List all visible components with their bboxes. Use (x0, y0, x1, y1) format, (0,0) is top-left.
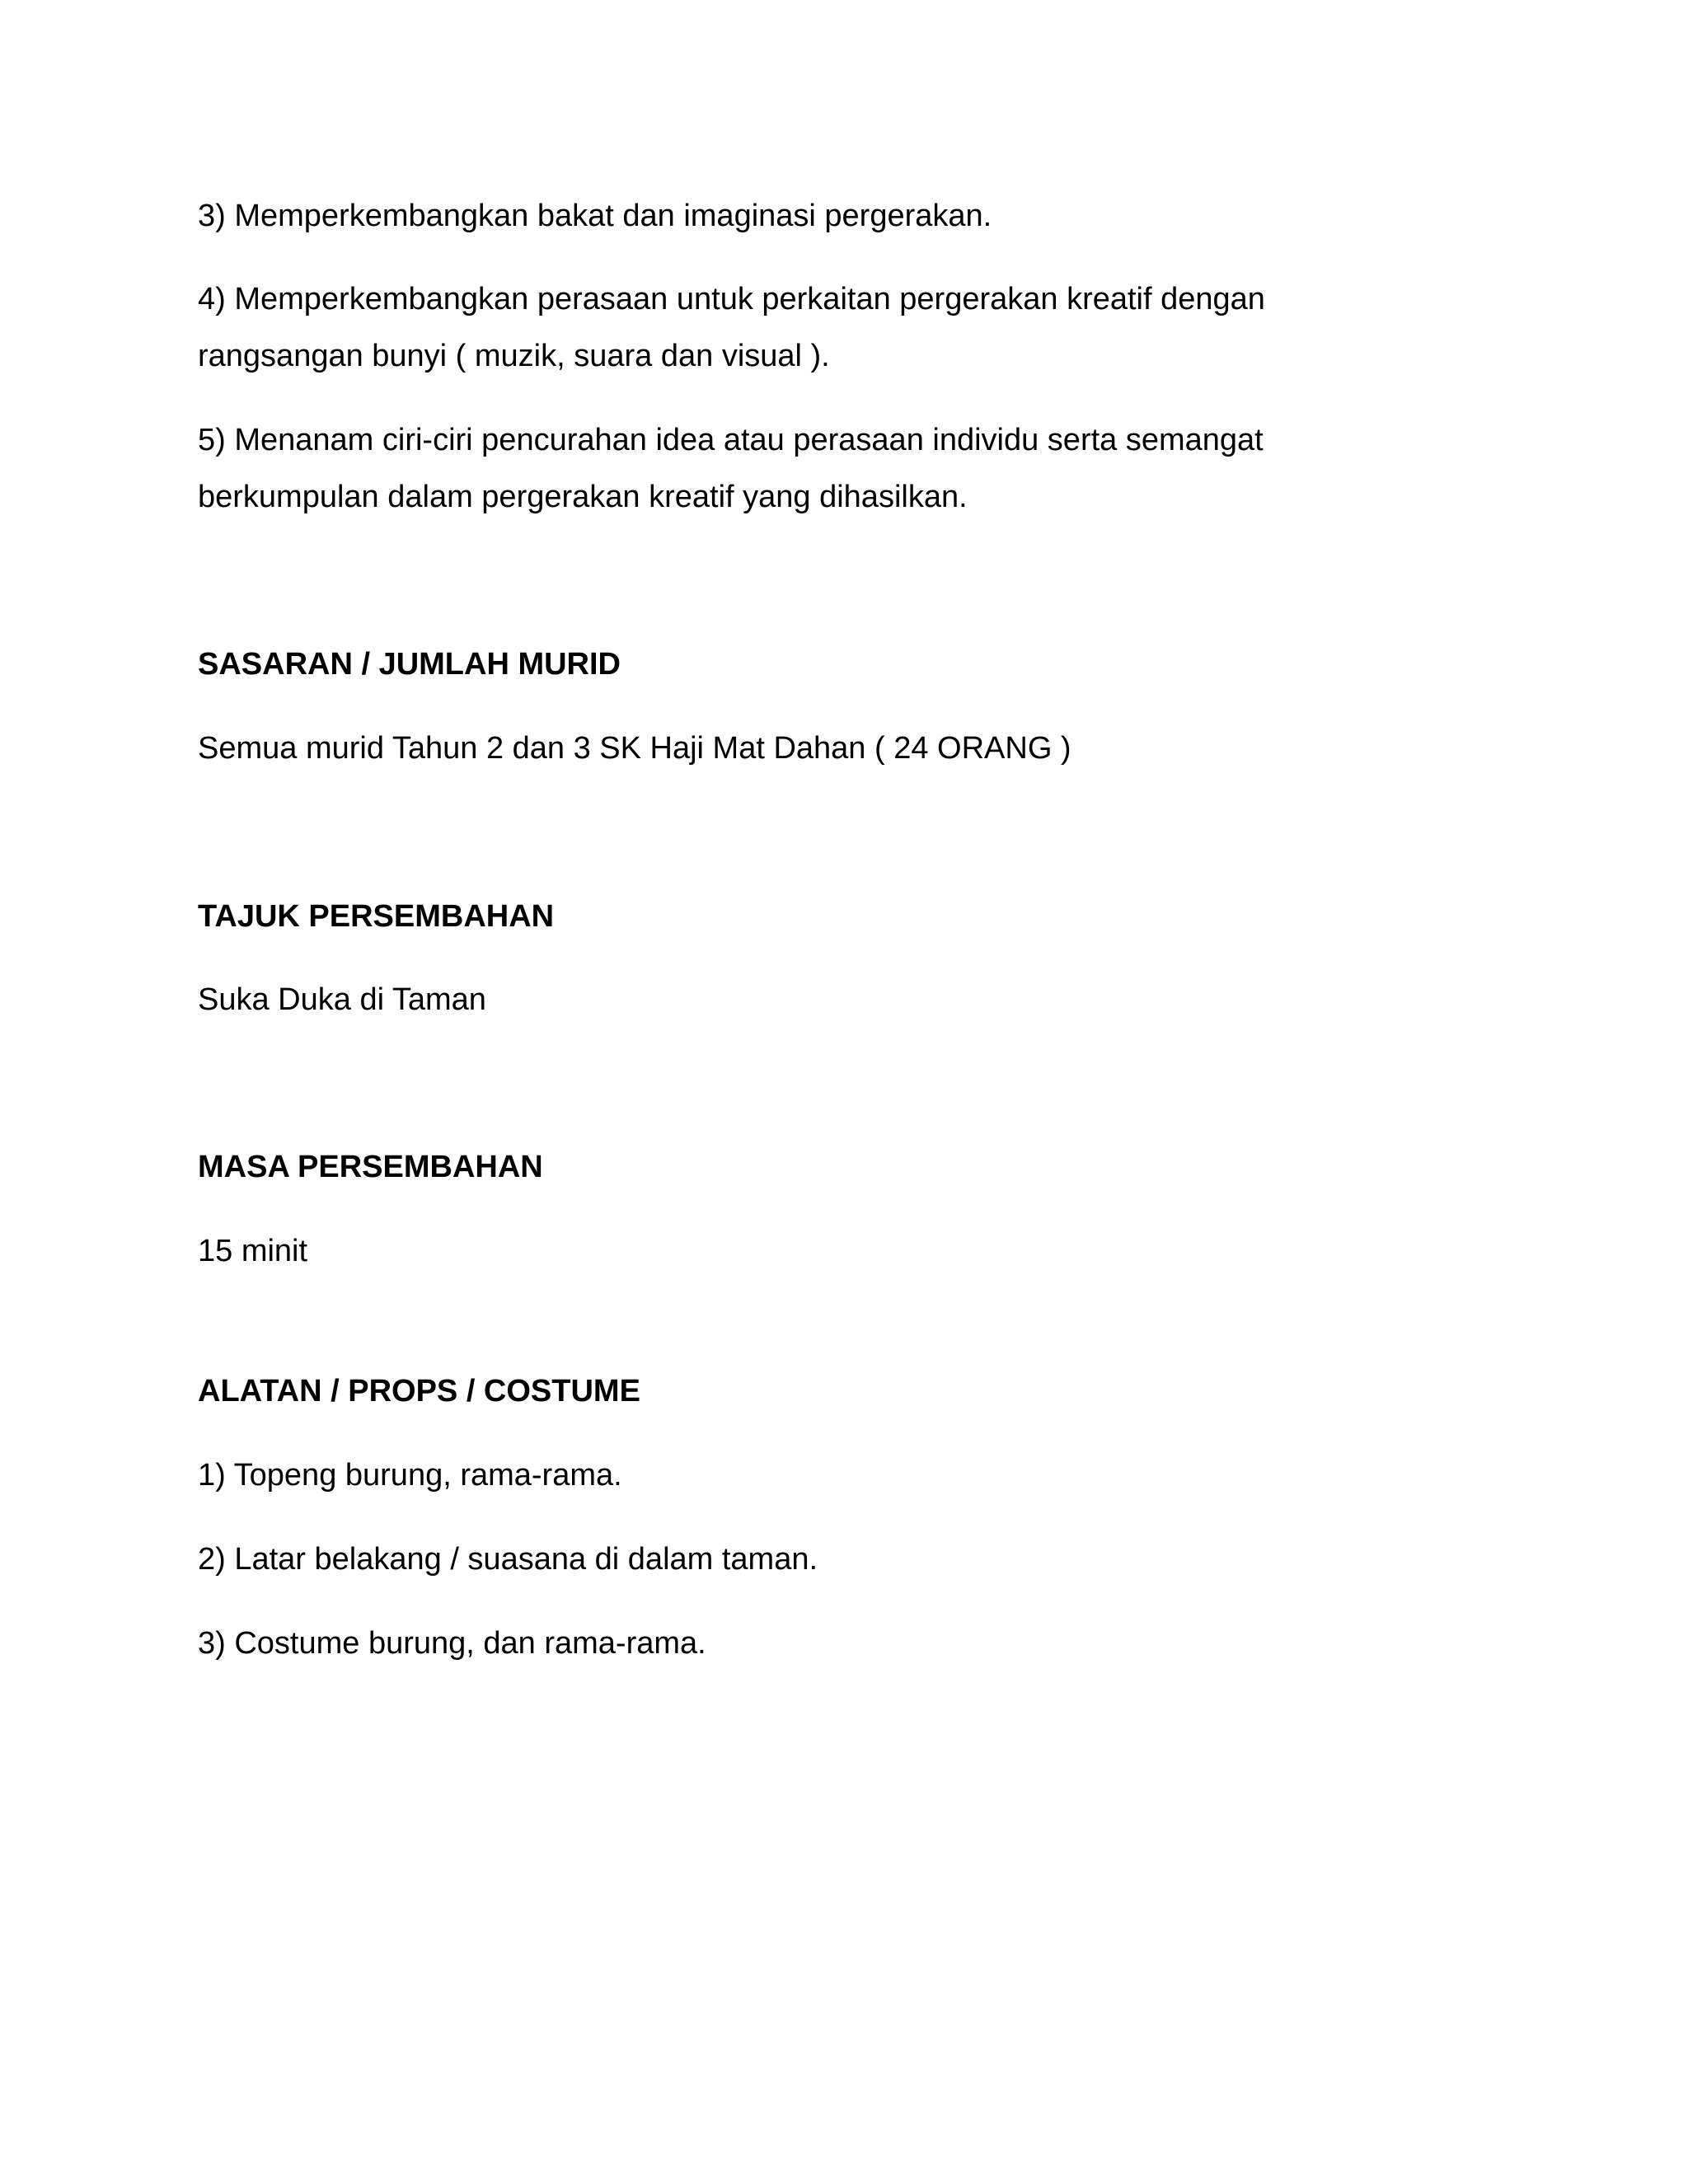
tajuk-text: Suka Duka di Taman (198, 982, 486, 1017)
tajuk-heading: TAJUK PERSEMBAHAN (198, 899, 555, 934)
objective-item-5-line-2: berkumpulan dalam pergerakan kreatif yang dihasilkan. (198, 480, 968, 514)
alatan-item: 3) Costume burung, dan rama-rama. (198, 1626, 706, 1661)
objective-item-3: 3) Memperkembangkan bakat dan imaginasi pergerakan. (198, 199, 992, 233)
sasaran-heading: SASARAN / JUMLAH MURID (198, 647, 621, 682)
objective-item-4-line-2: rangsangan bunyi ( muzik, suara dan visual ). (198, 339, 830, 373)
alatan-item: 2) Latar belakang / suasana di dalam taman. (198, 1542, 818, 1577)
alatan-heading: ALATAN / PROPS / COSTUME (198, 1374, 640, 1408)
objective-item-4-line-1: 4) Memperkembangkan perasaan untuk perkaitan pergerakan kreatif dengan (198, 282, 1265, 316)
sasaran-text: Semua murid Tahun 2 dan 3 SK Haji Mat Dahan ( 24 ORANG ) (198, 731, 1071, 766)
masa-heading: MASA PERSEMBAHAN (198, 1150, 543, 1184)
masa-text: 15 minit (198, 1234, 308, 1268)
objective-item-5-line-1: 5) Menanam ciri-ciri pencurahan idea atau perasaan individu serta semangat (198, 423, 1264, 457)
alatan-item: 1) Topeng burung, rama-rama. (198, 1458, 622, 1493)
